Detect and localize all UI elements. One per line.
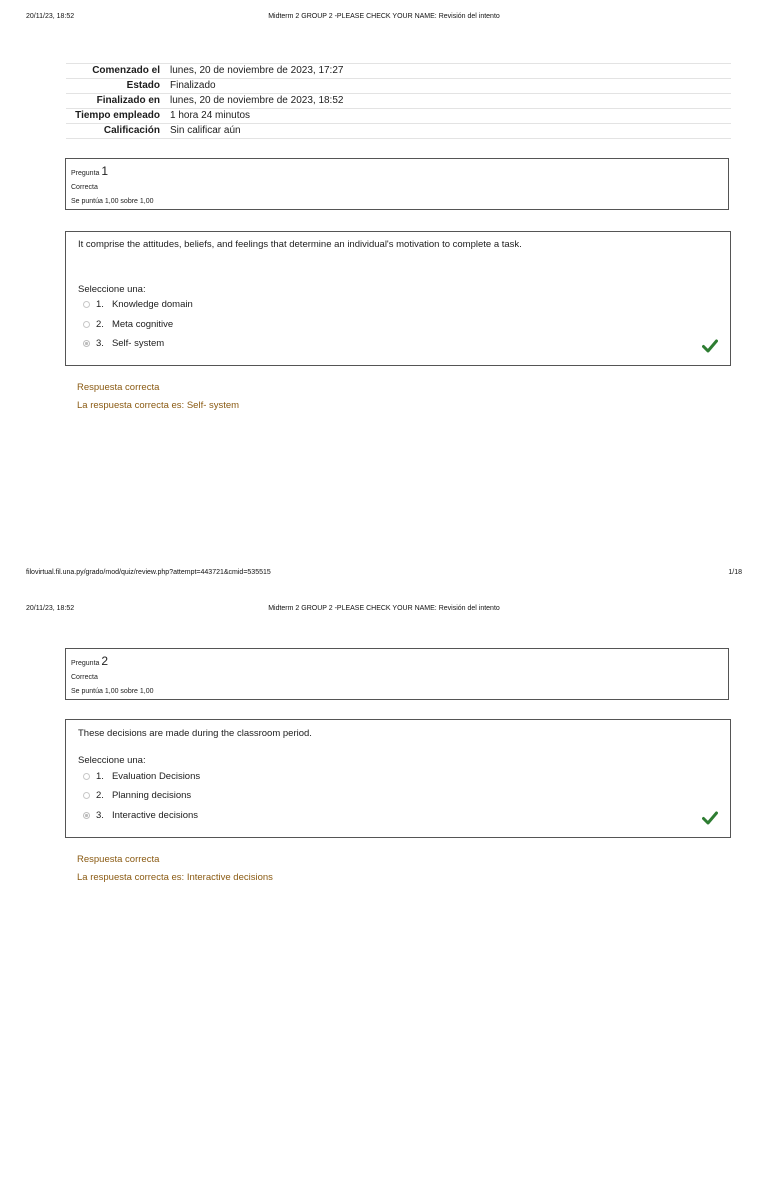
summary-value: 1 hora 24 minutos [166,109,731,124]
summary-label: Estado [66,79,166,94]
option-number: 2. [96,318,104,330]
summary-row [66,94,731,109]
answer-option-3[interactable] [83,336,164,350]
radio-icon[interactable] [83,773,90,780]
question-grade: Se puntúa 1,00 sobre 1,00 [71,198,154,205]
option-label: Planning decisions [111,789,192,801]
attempt-summary-table [66,63,731,139]
option-label: Knowledge domain [111,298,193,310]
summary-row [66,79,731,94]
feedback-text: Respuesta correcta [77,854,160,865]
question-state: Correcta [71,674,98,681]
radio-icon[interactable] [83,301,90,308]
option-label: Self- system [111,337,165,349]
print-date: 20/11/23, 18:52 [26,13,75,20]
question-content-1 [65,231,731,366]
option-number: 2. [96,789,104,801]
option-label: Meta cognitive [111,318,174,330]
question-text: It comprise the attitudes, beliefs, and feelings that determine an individual's motivation to complete a task. [78,239,522,250]
answer-option-2[interactable] [83,788,191,802]
question-number-value: 2 [101,654,109,668]
option-label: Evaluation Decisions [111,770,201,782]
question-label: Pregunta [71,660,100,667]
summary-label: Finalizado en [66,94,166,109]
summary-value: Finalizado [166,79,731,94]
option-number: 1. [96,298,104,310]
document-title: Midterm 2 GROUP 2 -PLEASE CHECK YOUR NAME: Revisión del intento [268,605,500,612]
summary-row [66,64,731,79]
radio-icon[interactable] [83,812,90,819]
correct-answer-text: La respuesta correcta es: Interactive decisions [77,872,273,883]
summary-label: Comenzado el [66,64,166,79]
question-state: Correcta [71,184,98,191]
answer-prompt: Seleccione una: [78,284,146,295]
summary-value: lunes, 20 de noviembre de 2023, 18:52 [166,94,731,109]
answer-option-3[interactable] [83,808,198,822]
summary-row [66,109,731,124]
option-number: 3. [96,809,104,821]
question-text: These decisions are made during the classroom period. [78,728,312,739]
question-number [71,164,728,181]
option-label: Interactive decisions [111,809,199,821]
summary-value: lunes, 20 de noviembre de 2023, 17:27 [166,64,731,79]
correct-answer-text: La respuesta correcta es: Self- system [77,400,240,411]
radio-icon[interactable] [83,340,90,347]
radio-icon[interactable] [83,792,90,799]
question-info-1 [65,158,729,210]
print-footer [0,569,768,581]
check-icon [702,339,718,353]
check-icon [702,811,718,825]
print-header [0,605,768,617]
option-number: 1. [96,770,104,782]
page-number: 1/18 [728,569,742,576]
feedback-text: Respuesta correcta [77,382,160,393]
question-label: Pregunta [71,170,100,177]
page-url: filovirtual.fil.una.py/grado/mod/quiz/review.php?attempt=443721&cmid=535515 [26,569,271,576]
print-header [0,13,768,25]
print-page-2 [0,592,768,1184]
question-content-2 [65,719,731,838]
document-title: Midterm 2 GROUP 2 -PLEASE CHECK YOUR NAME: Revisión del intento [268,13,500,20]
question-grade: Se puntúa 1,00 sobre 1,00 [71,688,154,695]
question-number-value: 1 [101,164,109,178]
option-number: 3. [96,337,104,349]
question-number [71,654,728,671]
summary-value: Sin calificar aún [166,124,731,139]
summary-row [66,124,731,139]
summary-label: Tiempo empleado [66,109,166,124]
answer-prompt: Seleccione una: [78,755,146,766]
question-info-2 [65,648,729,700]
answer-option-1[interactable] [83,769,200,783]
answer-option-1[interactable] [83,297,193,311]
radio-icon[interactable] [83,321,90,328]
summary-label: Calificación [66,124,166,139]
print-date: 20/11/23, 18:52 [26,605,75,612]
answer-option-2[interactable] [83,317,173,331]
